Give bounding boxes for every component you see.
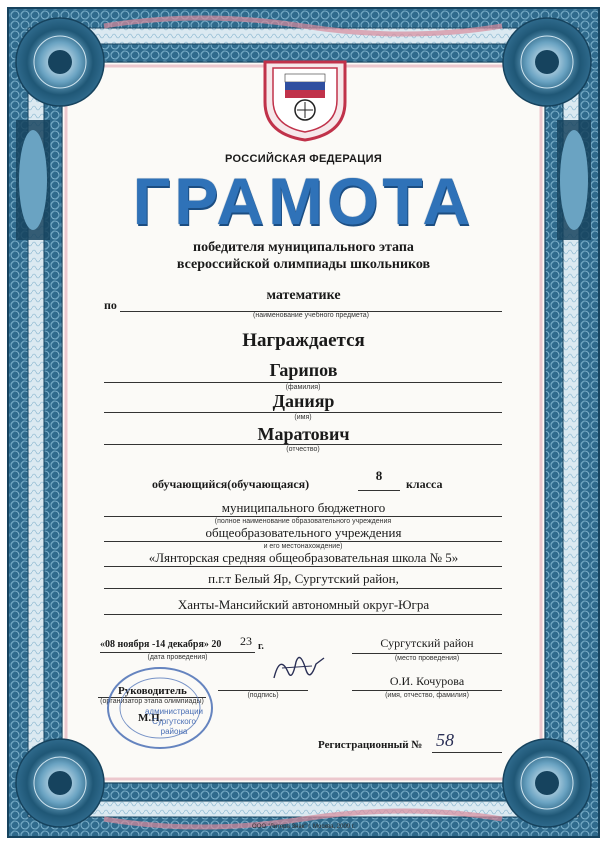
country-heading: РОССИЙСКАЯ ФЕДЕРАЦИЯ [224, 153, 383, 165]
surname-caption: (фамилия) [285, 384, 321, 391]
signature-underline [218, 690, 308, 691]
school-caption-1: (полное наименование образовательного учреждения [214, 518, 392, 525]
subtitle-line-1: победителя муниципального этапа [193, 240, 414, 255]
signature-role-caption: (организатор этапа олимпиады) [100, 698, 204, 705]
surname-value: Гарипов [269, 360, 338, 380]
grade-suffix: класса [406, 477, 443, 491]
school-line-2: общеобразовательного учреждения [205, 525, 402, 540]
award-heading: Награждается [242, 330, 365, 351]
school-caption-2: и его местонахождение) [263, 543, 343, 550]
student-label: обучающийся(обучающаяся) [152, 477, 310, 491]
stamp-line-2: Сургутского [152, 717, 196, 726]
school-line-5: Ханты-Мансийский автономный округ-Югра [177, 597, 430, 612]
stamp-line-1: администрации [144, 707, 204, 716]
event-dates: «08 ноября -14 декабря» 20 [100, 639, 222, 650]
name-value: Данияр [272, 391, 335, 411]
event-place-caption: (место проведения) [394, 655, 460, 662]
stamp-line-3: района [160, 727, 188, 736]
registration-number: 58 [436, 730, 454, 750]
school-underline-2 [104, 541, 502, 542]
signer-caption: (имя, отчество, фамилия) [385, 692, 469, 699]
school-line-3: «Лянторская средняя общеобразовательная школа № 5» [148, 550, 459, 565]
signature-role: Руководитель [118, 685, 187, 697]
event-place: Сургутский район [380, 636, 474, 650]
registration-label: Регистрационный № [318, 739, 423, 751]
school-line-4: п.г.т Белый Яр, Сургутский район, [208, 571, 399, 586]
event-year: 23 [240, 634, 252, 648]
school-underline-4 [104, 588, 502, 589]
signer-name: О.И. Кочурова [389, 674, 465, 688]
school-line-1: муниципального бюджетного [221, 500, 386, 515]
subject-caption: (наименование учебного предмета) [253, 312, 369, 319]
name-underline [104, 412, 502, 413]
subject-prefix: по [104, 298, 117, 312]
signer-underline [352, 690, 502, 691]
school-underline-3 [104, 566, 502, 567]
school-underline-5 [104, 614, 502, 615]
name-caption: (имя) [294, 414, 312, 421]
event-year-suffix: г. [258, 641, 264, 652]
subject-value: математике [266, 288, 341, 303]
registration-underline [432, 752, 502, 753]
document-title: ГРАМОТА [132, 164, 475, 238]
handwritten-signature [270, 648, 330, 688]
patronymic-underline [104, 444, 502, 445]
event-dates-underline [100, 652, 255, 653]
signature-caption: (подпись) [247, 692, 279, 699]
seal-place-label: М.П. [138, 712, 163, 724]
event-dates-caption: (дата проведения) [147, 654, 208, 661]
patronymic-caption: (отчество) [286, 446, 320, 453]
surname-underline [104, 382, 502, 383]
patronymic-value: Маратович [257, 424, 350, 444]
subtitle-line-2: всероссийской олимпиады школьников [176, 257, 431, 272]
school-underline-1 [104, 516, 502, 517]
grade-underline [358, 490, 400, 491]
event-place-underline [352, 653, 502, 654]
printer-footer: ООО "Литера Знак" г. Москва, 2009 г. [252, 824, 355, 830]
grade-value: 8 [375, 468, 383, 483]
olympiad-emblem [255, 52, 355, 142]
